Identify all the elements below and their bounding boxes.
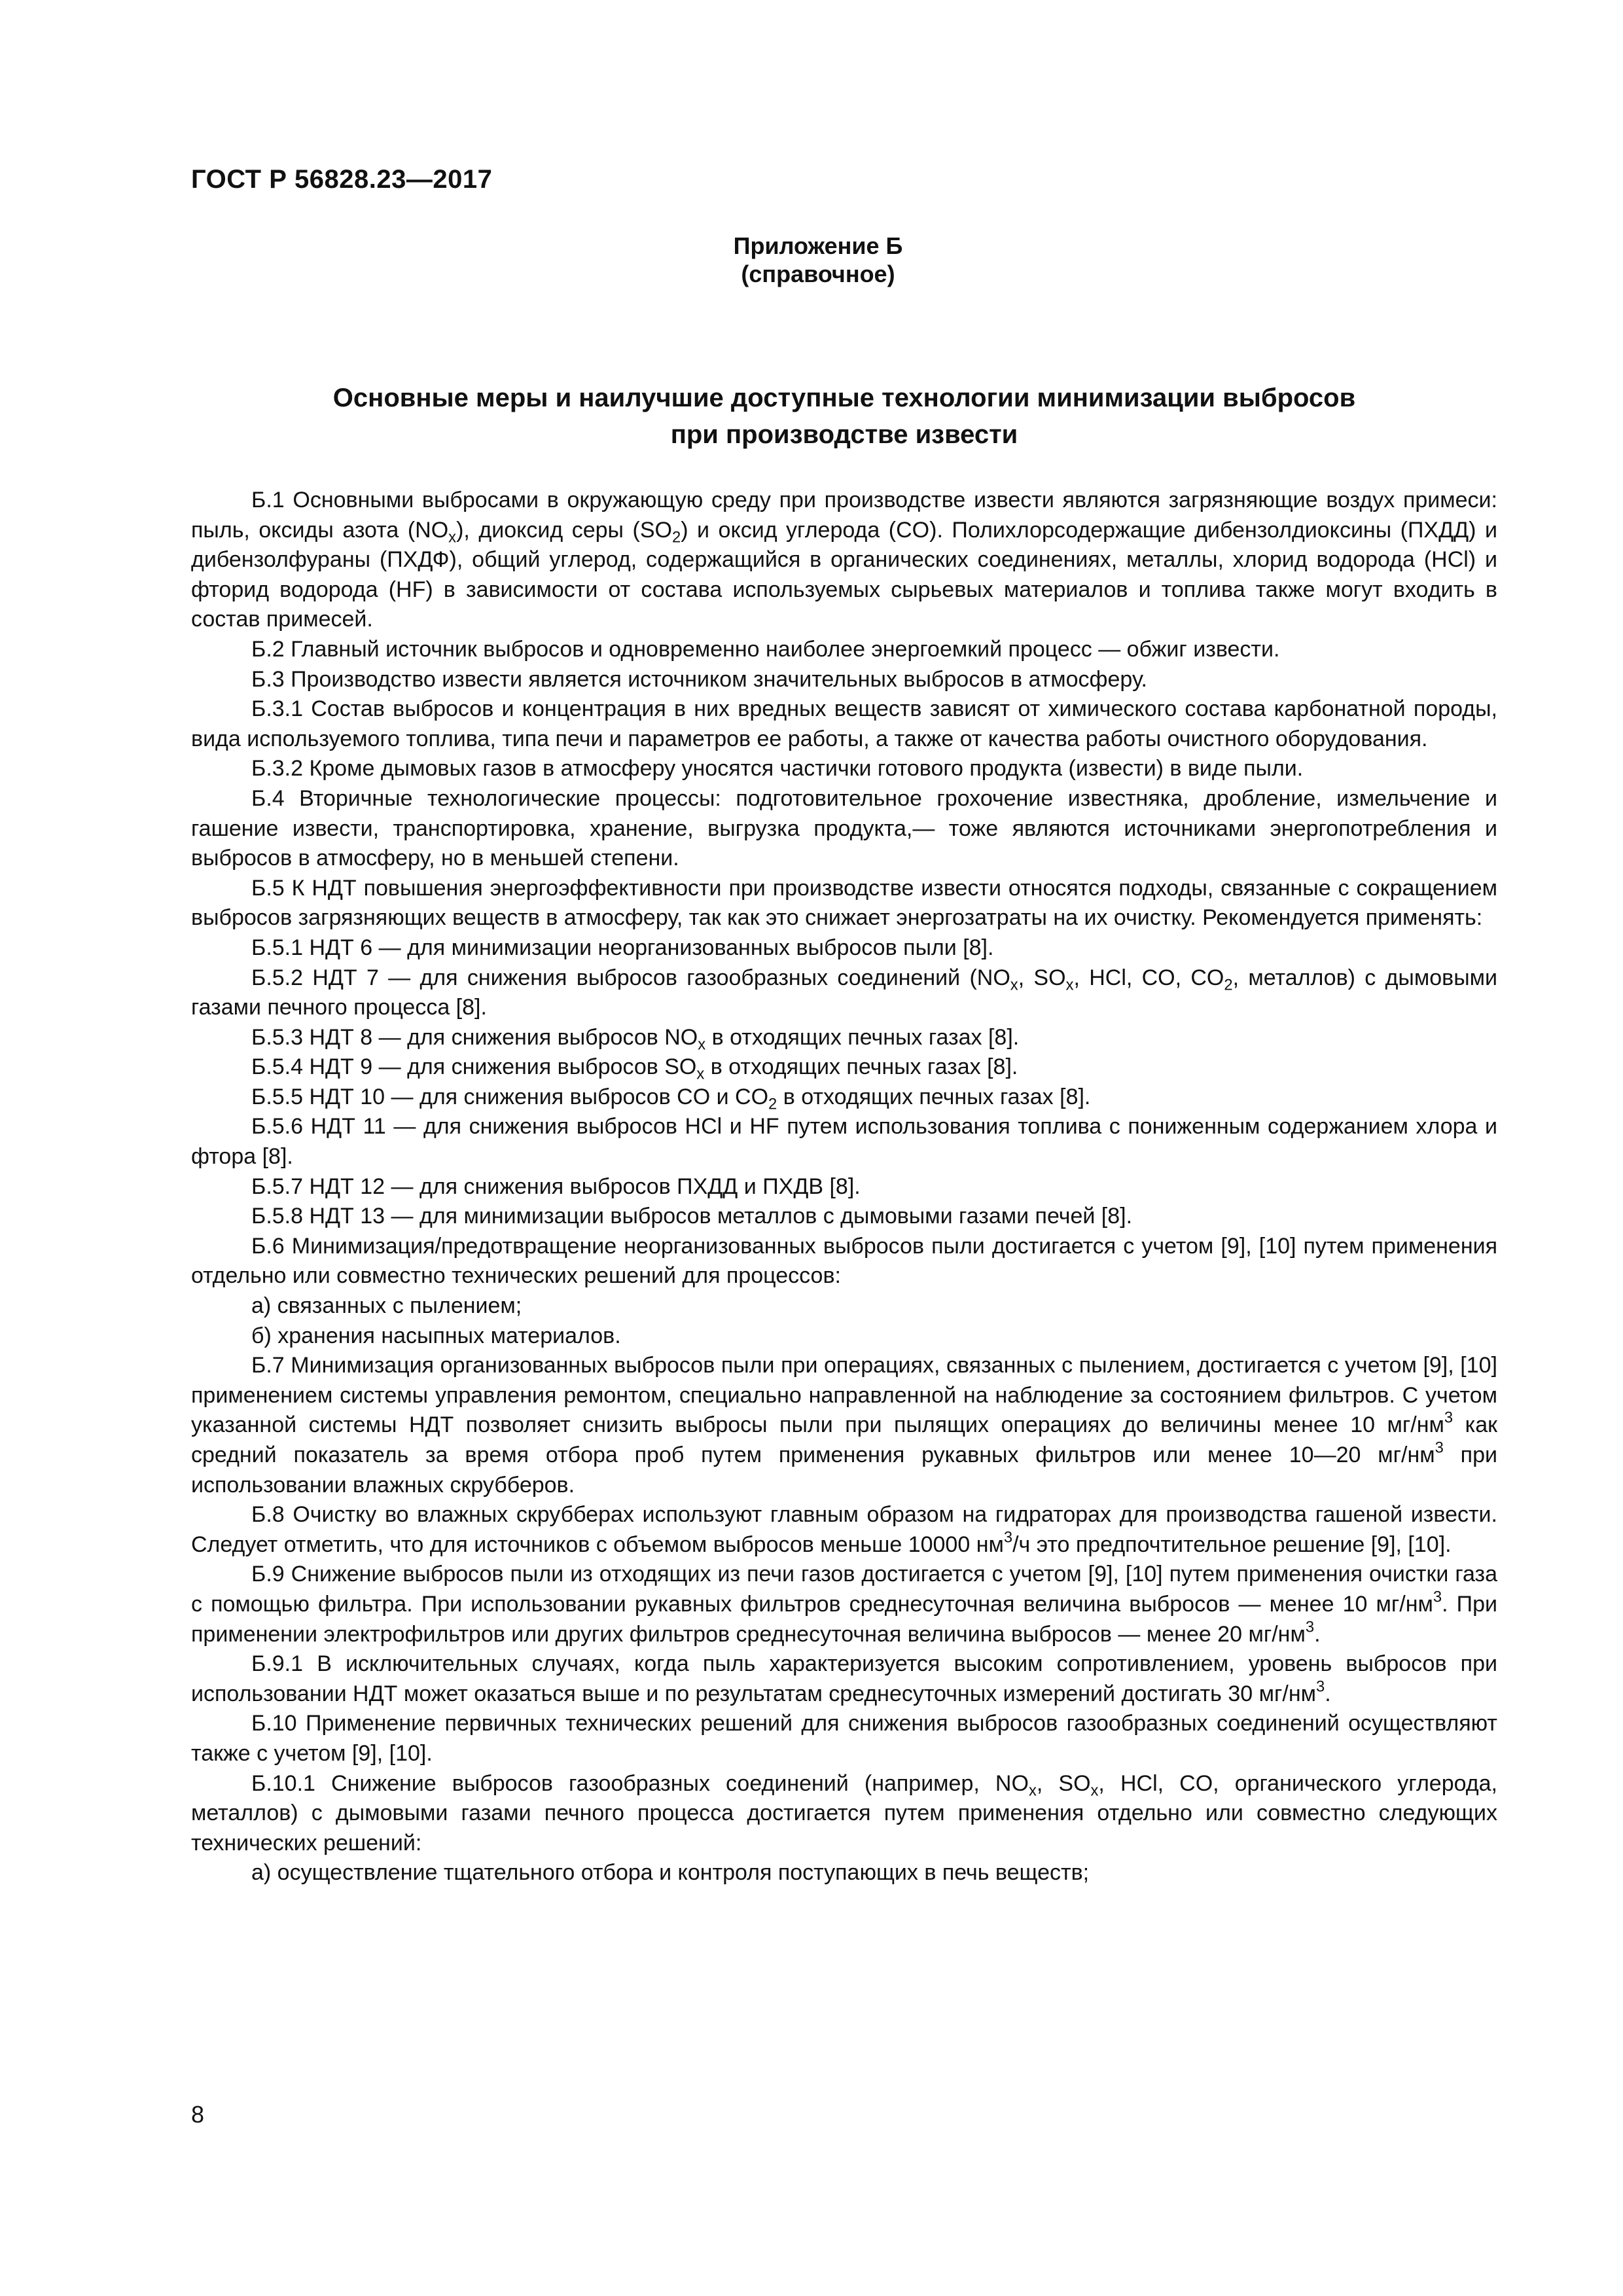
list-item-b10-1-a: а) осуществление тщательного отбора и контроля поступающих в печь веществ; — [251, 1860, 1090, 1886]
paragraph-b8: Б.8 Очистку во влажных скрубберах используют главным образом на гидраторах для производства гашеной извести. Следует отметить, что для источников с объемом выбросов меньше 10000 $нм^3/ч$ это предпочтительное решение [9], [10]. — [191, 1502, 1497, 1557]
paragraph-b10-1: Б.10.1 Снижение выбросов газообразных соединений (например, $NO_x$, $SO_x$, HCl, CO, органического углерода, металлов) с дымовыми газами печного процесса достигается путем применения отдельно или совместно следующих технических решений: — [191, 1770, 1497, 1856]
section-title — [191, 380, 1497, 453]
paragraph-b9: Б.9 Снижение выбросов пыли из отходящих из печи газов достигается с учетом [9], [10] путем применения очистки газа с помощью фильтра. При использовании рукавных фильтров среднесуточная величина выбросов — менее 10 $мг/нм^3$. При применении электрофильтров или других фильтров среднесуточная величина выбросов — менее 20 $мг/нм^3$. — [191, 1562, 1497, 1647]
paragraph-b5-4: Б.5.4 НДТ 9 — для снижения выбросов $SO_x$ в отходящих печных газах [8]. — [251, 1054, 1018, 1083]
paragraph-b5-7: Б.5.7 НДТ 12 — для снижения выбросов ПХДД и ПХДВ [8]. — [251, 1174, 861, 1199]
paragraph-b5-5: Б.5.5 НДТ 10 — для снижения выбросов CO и $CO_2$ в отходящих печных газах [8]. — [251, 1084, 1091, 1113]
paragraph-b5-8: Б.5.8 НДТ 13 — для минимизации выбросов металлов с дымовыми газами печей [8]. — [251, 1204, 1133, 1229]
appendix-kind: (справочное) — [741, 260, 895, 287]
paragraph-b5: Б.5 К НДТ повышения энергоэффективности при производстве извести относятся подходы, связанные с сокращением выбросов загрязняющих веществ в атмосферу, так как это снижает энергозатраты на их очистку. Рекомендуется применять: — [191, 875, 1497, 931]
paragraph-b5-6: Б.5.6 НДТ 11 — для снижения выбросов HCl и HF путем использования топлива с пониженным содержанием хлора и фтора [8]. — [191, 1114, 1497, 1170]
section-title-line2: при производстве извести — [670, 420, 1018, 449]
list-item-b6-a: а) связанных с пылением; — [251, 1293, 522, 1319]
paragraph-b3: Б.3 Производство извести является источником значительных выбросов в атмосферу. — [251, 666, 1147, 692]
paragraph-b6: Б.6 Минимизация/предотвращение неорганизованных выбросов пыли достигается с учетом [9], [10] путем применения отдельно или совместно технических решений для процессов: — [191, 1233, 1497, 1289]
paragraph-b3-1: Б.3.1 Состав выбросов и концентрация в них вредных веществ зависят от химического состава карбонатной породы, вида используемого топлива, типа печи и параметров ее работы, а также от качества работы очистного оборудования. — [191, 696, 1497, 751]
body-text — [191, 486, 1497, 1888]
paragraph-b5-2: Б.5.2 НДТ 7 — для снижения выбросов газообразных соединений ($NO_x$, $SO_x$, HCl, CO, $CO_2$, металлов) с дымовыми газами печного процесса [8]. — [191, 965, 1498, 1020]
paragraph-b5-3: Б.5.3 НДТ 8 — для снижения выбросов $NO_x$ в отходящих печных газах [8]. — [251, 1024, 1020, 1054]
paragraph-b10: Б.10 Применение первичных технических решений для снижения выбросов газообразных соединений осуществляют также с учетом [9], [10]. — [191, 1711, 1497, 1766]
page-number: 8 — [191, 2101, 205, 2128]
appendix-label: Приложение Б — [733, 232, 903, 259]
paragraph-b1: Б.1 Основными выбросами в окружающую среду при производстве извести являются загрязняющие воздух примеси: пыль, оксиды азота $(NO_x)$, диоксид серы $(SO_2)$ и оксид углерода (CO). Полихлорсодержащие дибензолдиоксины (ПХДД) и дибензолфураны (ПХДФ), общий углерод, содержащийся в органических соединениях, металлы, хлорид водорода (HCl) и фторид водорода (HF) в зависимости от состава используемых сырьевых материалов и топлива также могут входить в состав примесей. — [191, 488, 1497, 632]
standard-number: ГОСТ Р 56828.23—2017 — [191, 165, 493, 194]
paragraph-b5-1: Б.5.1 НДТ 6 — для минимизации неорганизованных выбросов пыли [8]. — [251, 935, 994, 960]
paragraph-b3-2: Б.3.2 Кроме дымовых газов в атмосферу уносятся частички готового продукта (извести) в виде пыли. — [251, 756, 1304, 781]
paragraph-b2: Б.2 Главный источник выбросов и одновременно наиболее энергоемкий процесс — обжиг извести. — [251, 636, 1280, 662]
list-item-b6-b: б) хранения насыпных материалов. — [251, 1323, 621, 1348]
paragraph-b4: Б.4 Вторичные технологические процессы: подготовительное грохочение известняка, дробление, измельчение и гашение извести, транспортировка, хранение, выгрузка продукта,— тоже являются источниками энергопотребления и выбросов в атмосферу, но в меньшей степени. — [191, 785, 1497, 871]
paragraph-b9-1: Б.9.1 В исключительных случаях, когда пыль характеризуется высоким сопротивлением, уровень выбросов при использовании НДТ может оказаться выше и по результатам среднесуточных измерений достигать 30 $мг/нм^3$. — [191, 1651, 1497, 1706]
paragraph-b7: Б.7 Минимизация организованных выбросов пыли при операциях, связанных с пылением, достигается с учетом [9], [10] применением системы управления ремонтом, специально направленной на наблюдение за состоянием фильтров. С учетом указанной системы НДТ позволяет снизить выбросы пыли при пылящих операциях до величины менее 10 $мг/нм^3$ как средний показатель за время отбора проб путем применения рукавных фильтров или менее 10—20 $мг/нм^3$ при использовании влажных скрубберов. — [191, 1353, 1498, 1498]
section-title-line1: Основные меры и наилучшие доступные технологии минимизации выбросов — [332, 384, 1356, 412]
